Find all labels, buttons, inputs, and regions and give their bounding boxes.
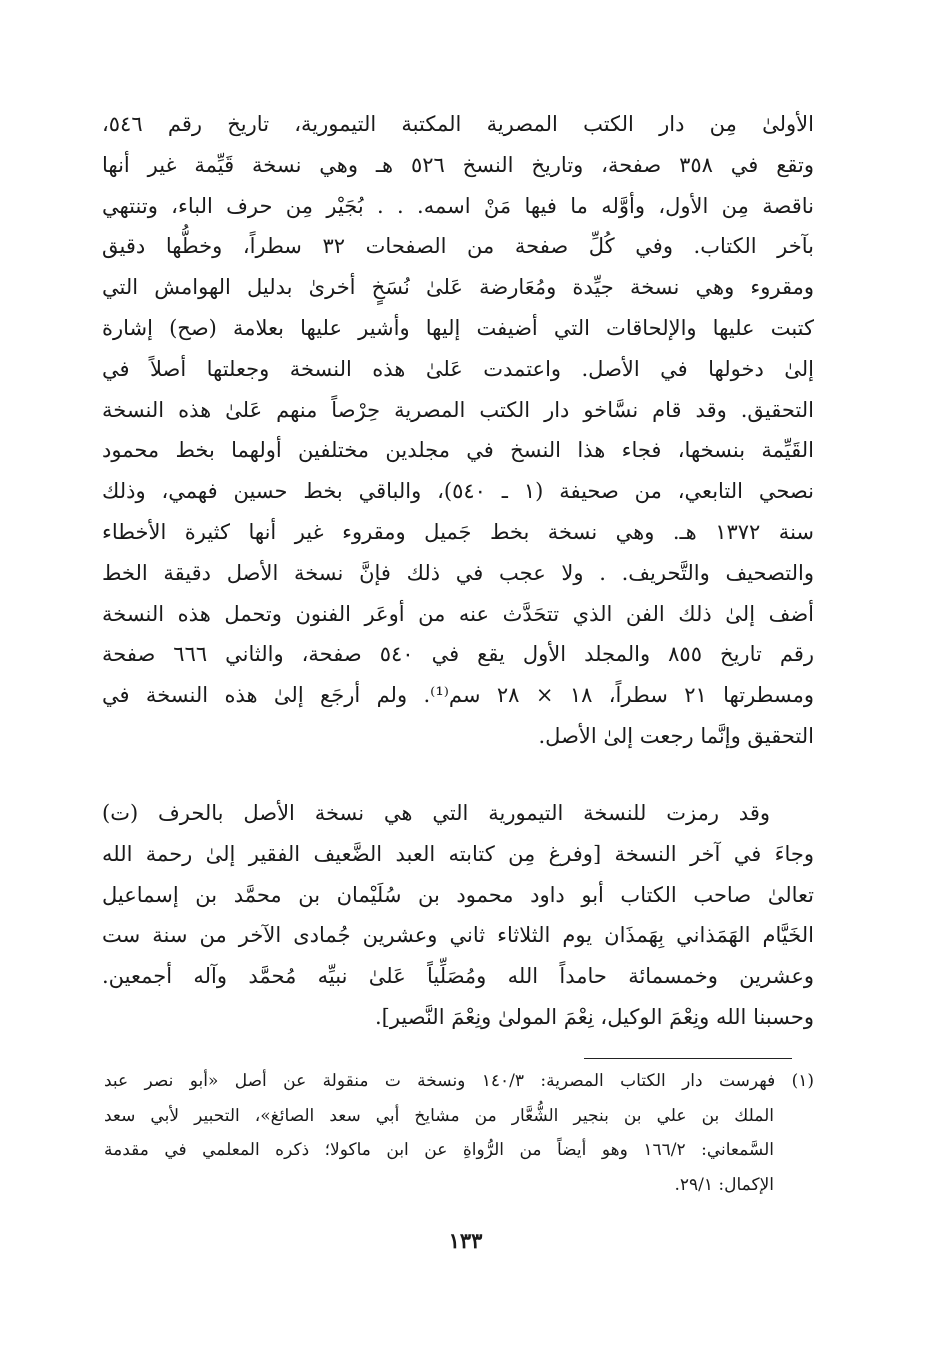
paragraph-main bbox=[102, 104, 814, 757]
text-line: تعالىٰ صاحب الكتاب أبو داود محمود بن سُلَيْمان بن محمَّد بن إسماعيل bbox=[102, 882, 814, 907]
text-line: ومسطرتها ٢١ سطراً، ١٨ × ٢٨ سم⁽¹⁾. ولم أرجَع إلىٰ هذه النسخة في bbox=[102, 683, 815, 708]
text-line: وعشرين وخمسمائة حامداً الله ومُصَلِّياً عَلىٰ نبيِّه مُحمَّد وآله أجمعين. bbox=[102, 964, 814, 989]
text-line: وجاءَ في آخر النسخة [وفرغ مِن كتابته العبد الضَّعيف الفقير إلىٰ رحمة الله bbox=[102, 841, 814, 866]
text-line: بآخر الكتاب. وفي كُلِّ صفحة من الصفحات ٣٢ سطراً، وخطُّها دقيق bbox=[102, 234, 814, 259]
footnotes bbox=[104, 1064, 814, 1202]
text-line: ومقروء وهي نسخة جيِّدة ومُعَارضة عَلىٰ نُسَخٍ أخرىٰ بدليل الهوامش التي bbox=[102, 275, 814, 300]
text-line: رقم تاريخ ٨٥٥ والمجلد الأول يقع في ٥٤٠ صفحة، والثاني ٦٦٦ صفحة bbox=[102, 642, 814, 667]
text-line: والتصحيف والتَّحريف. . ولا عجب في ذلك فإنَّ نسخة الأصل دقيقة الخط bbox=[102, 560, 814, 585]
footnote-divider bbox=[584, 1058, 792, 1059]
text-line: وتقع في ٣٥٨ صفحة، وتاريخ النسخ ٥٢٦ هـ وهي نسخة قَيِّمة غير أنها bbox=[102, 152, 814, 177]
text-line: التحقيق. وقد قام نسَّاخو دار الكتب المصرية حِرْصاً منهم عَلىٰ هذه النسخة bbox=[102, 397, 814, 422]
text-line: إلىٰ دخولها في الأصل. واعتمدت عَلىٰ هذه النسخة وجعلتها أصلاً في bbox=[102, 356, 814, 381]
text-line: كتبت عليها والإلحاقات التي أضيفت إليها وأشير عليها بعلامة (صح) إشارة bbox=[102, 315, 814, 340]
text-line: أضف إلىٰ ذلك الفن الذي تتحَدَّث عنه من أوعَر الفنون وتحمل هذه النسخة bbox=[102, 601, 814, 626]
footnote-line: السَّمعاني: ١٦٦/٢ وهو أيضاً من الرُّواةِ عن ابن ماكولا؛ ذكره المعلمي في مقدمة bbox=[104, 1140, 774, 1160]
text-line: وقد رمزت للنسخة التيمورية التي هي نسخة الأصل بالحرف (ت) bbox=[102, 801, 770, 825]
footnote-line: الإكمال: ٢٩/١. bbox=[674, 1174, 774, 1195]
text-line: الخَيَّام الهَمَذاني بِهَمذَان يوم الثلاثاء ثاني وعشرين جُمادى الآخر من سنة ست bbox=[102, 923, 814, 948]
footnote-line: الملك بن علي بن بنجير الشُّعَّار من مشايخ أبي سعد الصائغ»، التحبير لأبي سعد bbox=[104, 1105, 774, 1126]
footnote-line: (١) فهرست دار الكتاب المصرية: ١٤٠/٣ ونسخة ت منقولة عن أصل «أبو نصر عبد bbox=[104, 1071, 814, 1091]
text-line: سنة ١٣٧٢ هـ. وهي نسخة بخط جَميل ومقروء غير أنها كثيرة الأخطاء bbox=[102, 519, 815, 544]
text-line: القَيِّمة بنسخها، فجاء هذا النسخ في مجلدين مختلفين أولهما بخط محمود bbox=[102, 438, 814, 463]
text-line: وحسبنا الله ونِعْمَ الوكيل، نِعْمَ المولىٰ ونِعْمَ النَّصير]. bbox=[374, 1004, 814, 1029]
page-number: ١٣٣ bbox=[448, 1228, 483, 1253]
text-line: الأولىٰ مِن دار الكتب المصرية المكتبة التيمورية، تاريخ رقم ٥٤٦، bbox=[102, 112, 814, 136]
text-line: نصحي التابعي، من صحيفة (١ ـ ٥٤٠)، والباقي بخط حسين فهمي، وذلك bbox=[102, 479, 814, 504]
text-line: التحقيق وإنَّما رجعت إلىٰ الأصل. bbox=[538, 723, 814, 748]
text-line: ناقصة مِن الأول، وأوَّله ما فيها مَنْ اسمه. . . بُجَيْر مِن حرف الباء، وتنتهي bbox=[102, 193, 814, 218]
paragraph-second bbox=[102, 793, 814, 1038]
